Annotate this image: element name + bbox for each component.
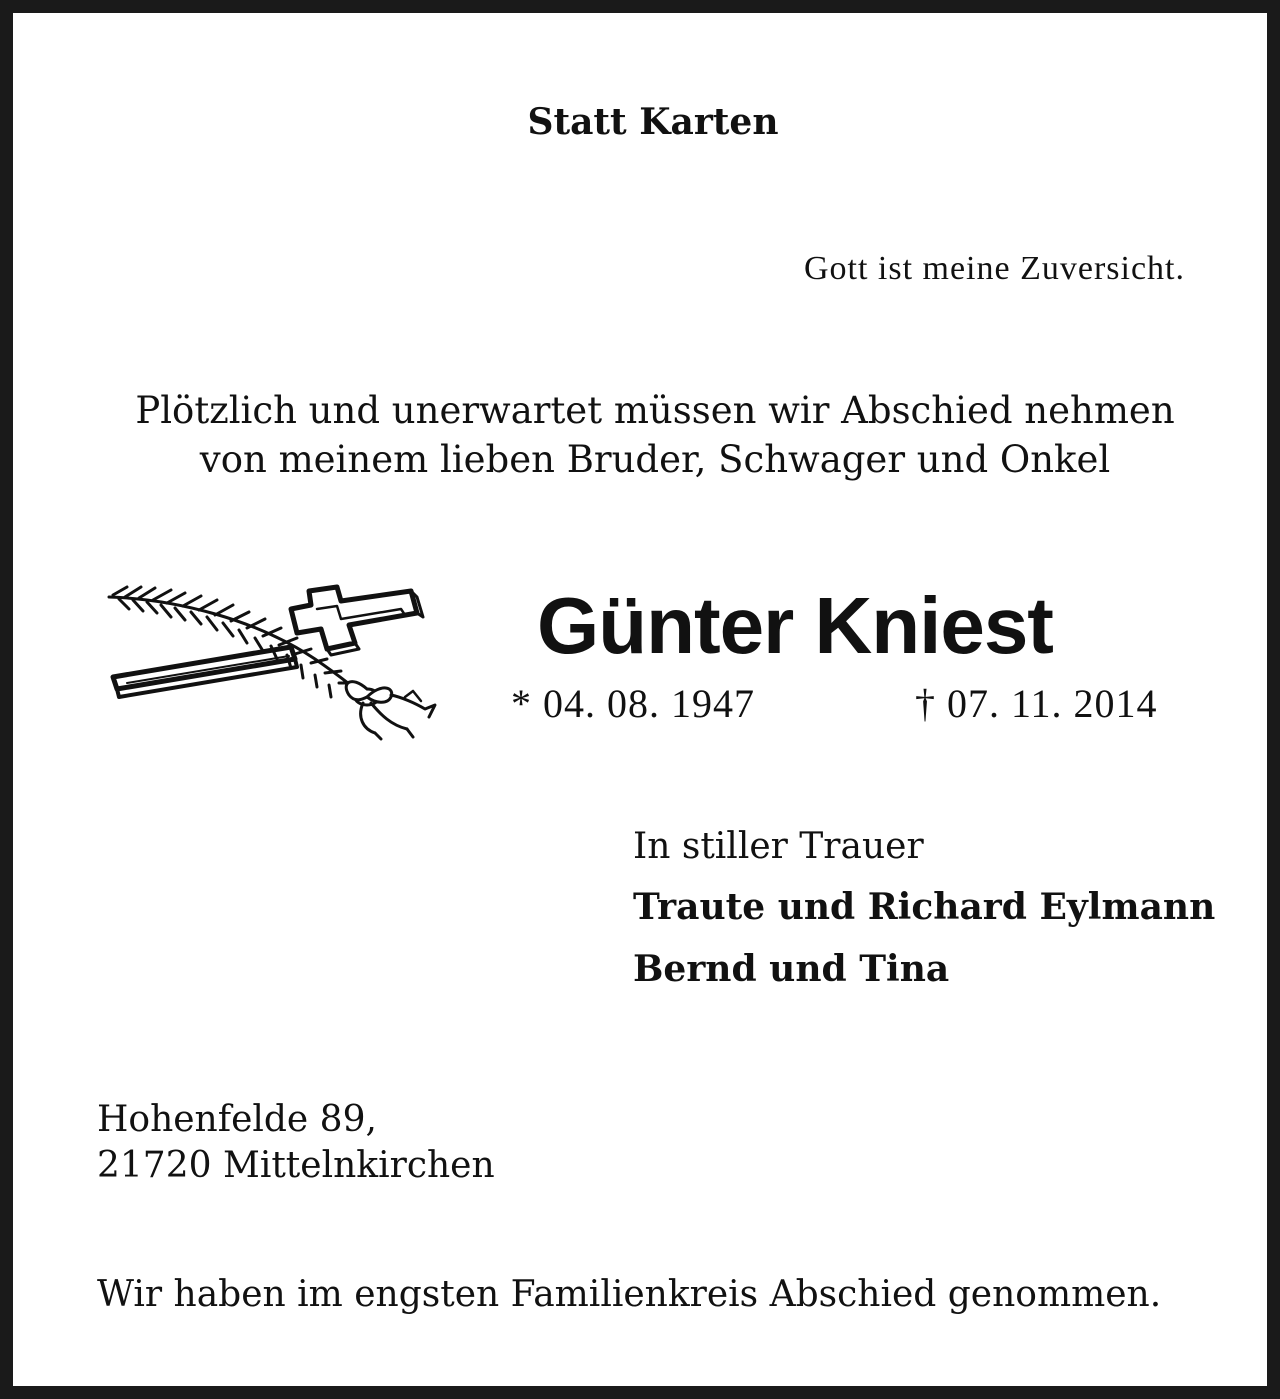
mourning-phrase: In stiller Trauer [633,826,924,867]
footer-note: Wir haben im engsten Familienkreis Abschied genommen. [97,1274,1162,1315]
intro-line: Plötzlich und unerwartet müssen wir Abschied nehmen [135,389,1175,432]
motto-verse: Gott ist meine Zuversicht. [803,250,1185,287]
header-statt-karten: Statt Karten [527,101,779,143]
intro-line: von meinem lieben Bruder, Schwager und Onkel [199,438,1111,481]
address-block [97,1097,495,1189]
address-line: Hohenfelde 89, [97,1099,377,1140]
mourner-name: Bernd und Tina [633,948,950,990]
cross-with-palm-branch-icon [105,579,445,745]
mourner-name: Traute und Richard Eylmann [633,886,1216,928]
deceased-name: Günter Kniest [537,581,1053,670]
death-date: † 07. 11. 2014 [915,681,1158,726]
birth-date: * 04. 08. 1947 [511,681,755,726]
mourners-block [633,823,1215,1007]
address-line: 21720 Mittelnkirchen [97,1145,495,1186]
intro-text [13,386,1280,484]
